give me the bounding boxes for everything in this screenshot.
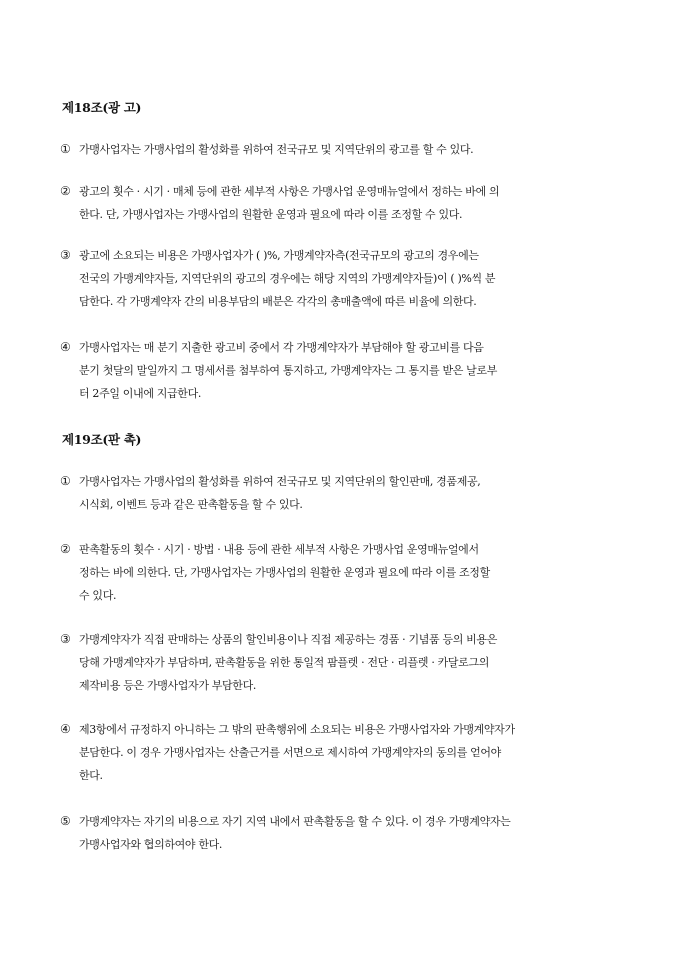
text-line: 전국의 가맹계약자들, 지역단위의 광고의 경우에는 해당 지역의 가맹계약자들)이 ( )%씩 분	[79, 272, 496, 285]
text-line: 수 있다.	[79, 589, 117, 602]
text-line: 판촉활동의 횟수 · 시기 · 방법 · 내용 등에 관한 세부적 사항은 가맹사업 운영매뉴얼에서	[79, 543, 479, 556]
text-line: 가맹사업자와 협의하여야 한다.	[79, 838, 223, 851]
paragraph-number: ④	[60, 340, 71, 354]
text-line: 광고의 횟수 · 시기 · 매체 등에 관한 세부적 사항은 가맹사업 운영매뉴얼에서 정하는 바에 의	[79, 185, 500, 198]
text-line: 정하는 바에 의한다. 단, 가맹사업자는 가맹사업의 원활한 운영과 필요에 따라 이를 조정할	[79, 566, 490, 579]
text-line: 가맹계약자는 자기의 비용으로 자기 지역 내에서 판촉활동을 할 수 있다. 이 경우 가맹계약자는	[79, 815, 511, 828]
paragraph-text	[79, 538, 622, 607]
paragraph-number: ②	[60, 184, 71, 198]
paragraph-text	[79, 810, 622, 856]
article-18-paragraph-3	[60, 244, 622, 313]
paragraph-text	[79, 628, 622, 697]
text-line: 시식회, 이벤트 등과 같은 판촉활동을 할 수 있다.	[79, 498, 303, 511]
text-line: 당해 가맹계약자가 부담하며, 판촉활동을 위한 통일적 팜플렛 · 전단 · 리플렛 · 카달로그의	[79, 656, 490, 669]
paragraph-text	[79, 180, 622, 226]
paragraph-number: ①	[60, 142, 71, 156]
text-line: 가맹사업자는 가맹사업의 활성화를 위하여 전국규모 및 지역단위의 할인판매, 경품제공,	[79, 475, 481, 488]
paragraph-number: ③	[60, 632, 71, 646]
article-19-paragraph-1	[60, 470, 622, 516]
text-line: 가맹사업자는 매 분기 지출한 광고비 중에서 각 가맹계약자가 부담해야 할 광고비를 다음	[79, 341, 484, 354]
text-line: 한다. 단, 가맹사업자는 가맹사업의 원활한 운영과 필요에 따라 이를 조정할 수 있다.	[79, 208, 463, 221]
paragraph-number: ②	[60, 542, 71, 556]
paragraph-text	[79, 138, 622, 161]
article-19-paragraph-3	[60, 628, 622, 697]
text-line: 가맹사업자는 가맹사업의 활성화를 위하여 전국규모 및 지역단위의 광고를 할 수 있다.	[79, 143, 474, 156]
article-18-paragraph-2	[60, 180, 622, 226]
paragraph-text	[79, 244, 622, 313]
paragraph-text	[79, 718, 622, 787]
text-line: 제3항에서 규정하지 아니하는 그 밖의 판촉행위에 소요되는 비용은 가맹사업자와 가맹계약자가	[79, 723, 515, 736]
paragraph-number: ③	[60, 248, 71, 262]
article-19-paragraph-5	[60, 810, 622, 856]
text-line: 담한다. 각 가맹계약자 간의 비용부담의 배분은 각각의 총매출액에 따른 비율에 의한다.	[79, 295, 477, 308]
text-line: 제작비용 등은 가맹사업자가 부담한다.	[79, 679, 257, 692]
paragraph-number: ⑤	[60, 814, 71, 828]
article-19-paragraph-4	[60, 718, 622, 787]
paragraph-number: ①	[60, 474, 71, 488]
article-19-paragraph-2	[60, 538, 622, 607]
article-18-paragraph-4	[60, 336, 622, 405]
text-line: 분기 첫달의 말일까지 그 명세서를 첨부하여 통지하고, 가맹계약자는 그 통지를 받은 날로부	[79, 364, 497, 377]
paragraph-number: ④	[60, 722, 71, 736]
article-19-title: 제19조(판 촉)	[62, 432, 142, 447]
article-18-title: 제18조(광 고)	[62, 100, 142, 115]
article-18-paragraph-1	[60, 138, 622, 161]
text-line: 한다.	[79, 769, 103, 782]
text-line: 광고에 소요되는 비용은 가맹사업자가 ( )%, 가맹계약자측(전국규모의 광고의 경우에는	[79, 249, 479, 262]
text-line: 가맹계약자가 직접 판매하는 상품의 할인비용이나 직접 제공하는 경품 · 기념품 등의 비용은	[79, 633, 497, 646]
paragraph-text	[79, 470, 622, 516]
text-line: 분담한다. 이 경우 가맹사업자는 산출근거를 서면으로 제시하여 가맹계약자의 동의를 얻어야	[79, 746, 501, 759]
paragraph-text	[79, 336, 622, 405]
text-line: 터 2주일 이내에 지급한다.	[79, 387, 201, 400]
